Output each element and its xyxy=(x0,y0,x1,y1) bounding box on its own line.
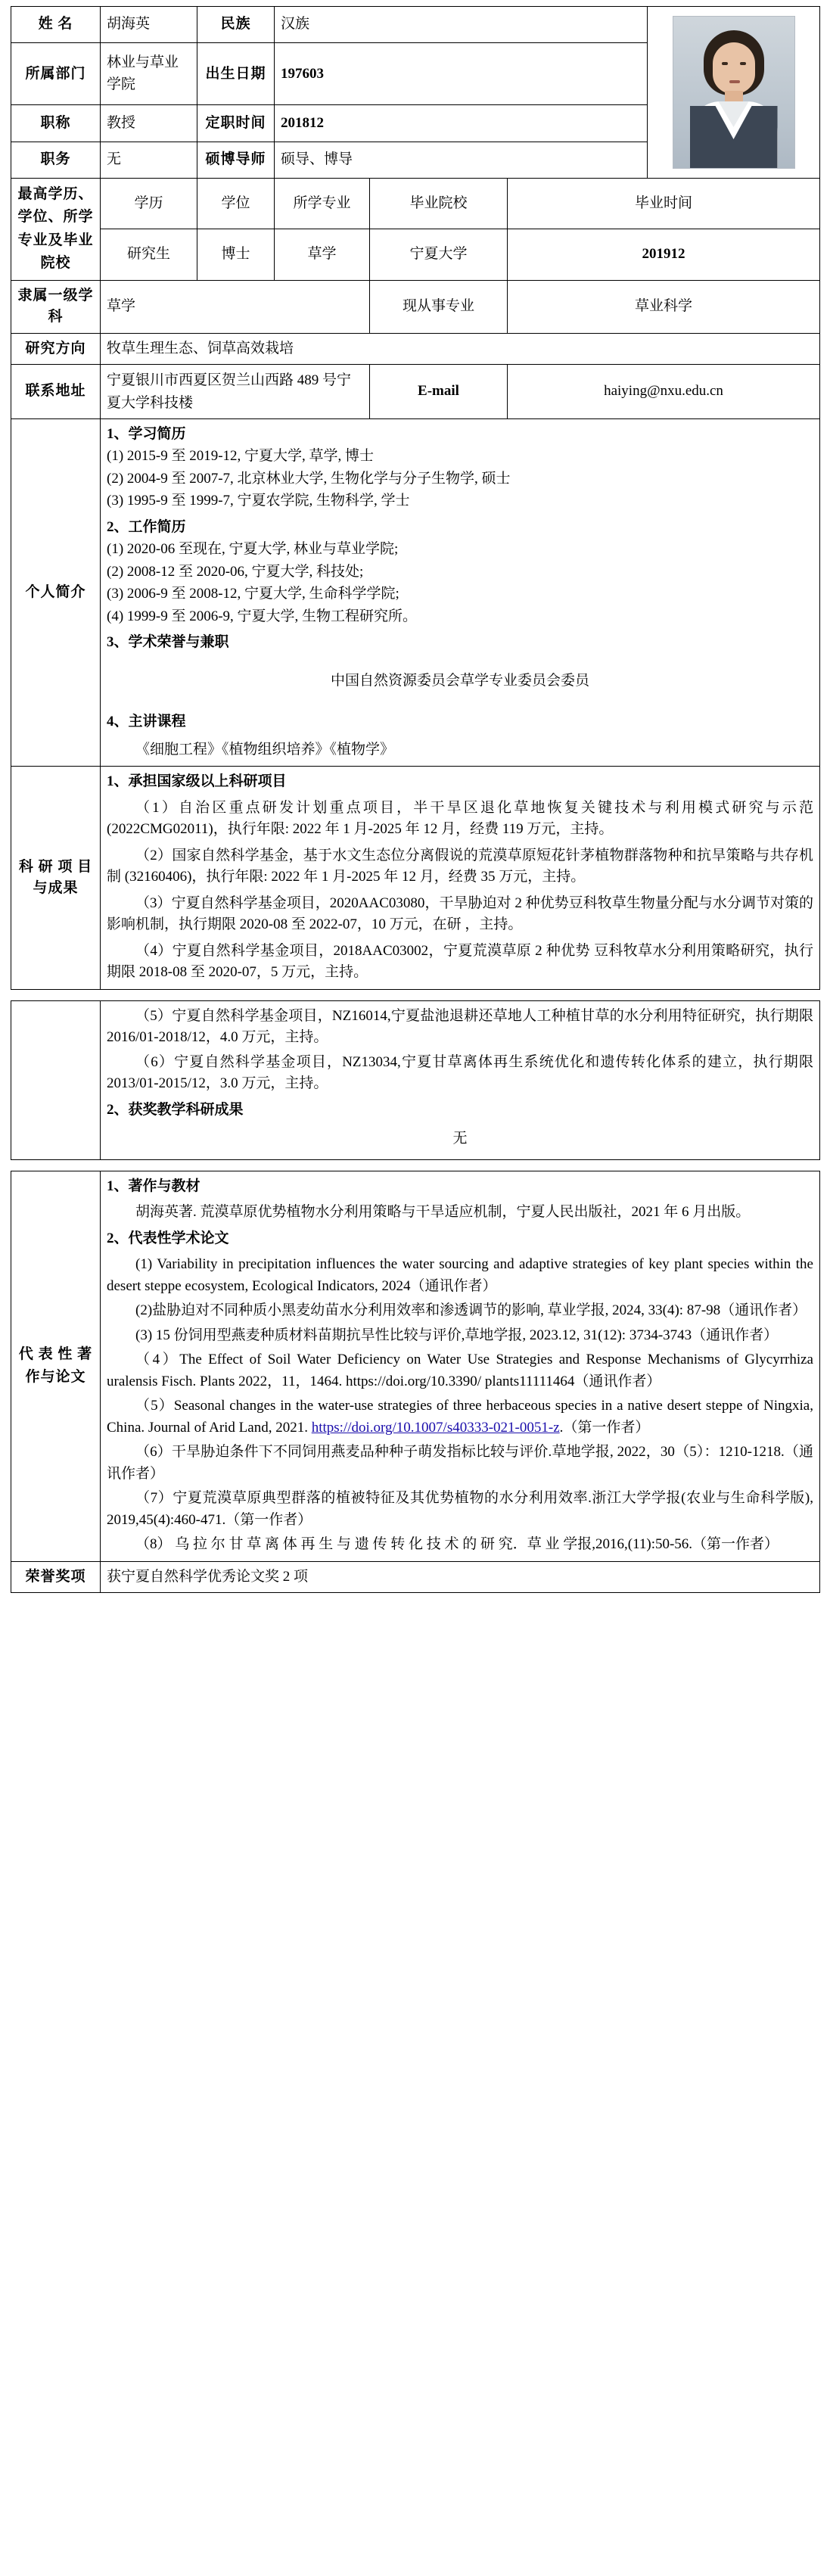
research-label: 科 研 项 目与成果 xyxy=(11,767,101,990)
honors-value: 获宁夏自然科学优秀论文奖 2 项 xyxy=(101,1561,820,1593)
education-label: 最高学历、学位、所学专业及毕业院校 xyxy=(11,179,101,281)
table-row xyxy=(11,1171,820,1561)
table-row xyxy=(11,418,820,767)
address-value: 宁夏银川市西夏区贺兰山西路 489 号宁夏大学科技楼 xyxy=(101,365,370,419)
works-paper-item: （7）宁夏荒漠草原典型群落的植被特征及其优势植物的水分利用效率.浙江大学学报(农业与生命科学版), 2019,45(4):460-471.（第一作者） xyxy=(107,1490,813,1528)
honors-label: 荣誉奖项 xyxy=(11,1561,101,1593)
avatar xyxy=(673,16,795,169)
profile-study-item: (2) 2004-9 至 2007-7, 北京林业大学, 生物化学与分子生物学, 硕士 xyxy=(107,470,511,487)
avatar-eye-right xyxy=(740,62,746,65)
profile-section-work-title: 2、工作简历 xyxy=(107,518,186,535)
works-paper-item: （5）Seasonal changes in the water-use strategies of three herbaceous species in a native desert steppe of Ningxia, China. Journal of Arid Land, 2021. https://doi.org/10.1007/s40333-021-0051-z.（第一作者） xyxy=(107,1398,813,1436)
cv-table-middle xyxy=(11,1000,820,1160)
profile-study-item: (1) 2015-9 至 2019-12, 宁夏大学, 草学, 博士 xyxy=(107,448,375,465)
email-label: E-mail xyxy=(370,365,508,419)
table-row xyxy=(11,365,820,419)
research-content-page2 xyxy=(101,1000,820,1159)
edu-head-degree-level: 学历 xyxy=(101,179,197,229)
works-book-item: 胡海英著. 荒漠草原优势植物水分利用策略与干旱适应机制，宁夏人民出版社，2021 年 6 月出版。 xyxy=(135,1204,751,1221)
table-row xyxy=(11,767,820,990)
table-row xyxy=(11,333,820,365)
works-section-books-title: 1、著作与教材 xyxy=(107,1178,201,1194)
duty-label: 职务 xyxy=(11,142,101,178)
research-project-item: （4）宁夏自然科学基金项目，2018AAC03002，宁夏荒漠草原 2 种优势 豆科牧草水分利用策略研究，执行期限 2018-08 至 2020-07，5 万元，主持。 xyxy=(107,942,814,981)
research-direction-value: 牧草生理生态、饲草高效栽培 xyxy=(101,333,820,365)
email-value[interactable]: haiying@nxu.edu.cn xyxy=(508,365,820,419)
doi-link[interactable]: https://doi.org/10.1007/s40333-021-0051-z xyxy=(311,1419,560,1436)
address-label: 联系地址 xyxy=(11,365,101,419)
works-paper-item: （4）The Effect of Soil Water Deficiency on Water Use Strategies and Response Mechanisms of Glycyrrhiza uralensis Fisch. Plants 2022，11，1464. https://doi.org/10.3390/ plants11111464（通讯作者） xyxy=(107,1352,813,1389)
works-paper-item: (1) Variability in precipitation influences the water sourcing and adaptive strategies of key plant species within the desert steppe ecosystem, Ecological Indicators, 2024（通讯作者） xyxy=(107,1256,813,1294)
birth-value: 197603 xyxy=(275,43,648,105)
profile-work-item: (2) 2008-12 至 2020-06, 宁夏大学, 科技处; xyxy=(107,563,364,580)
profile-honor-item: 中国自然资源委员会草学专业委员会委员 xyxy=(331,672,590,689)
works-label: 代 表 性 著作与论文 xyxy=(11,1171,101,1561)
edu-value-school: 宁夏大学 xyxy=(370,229,508,280)
table-row xyxy=(11,280,820,333)
research-label-continued xyxy=(11,1000,101,1159)
research-content-page1 xyxy=(101,767,820,990)
discipline-value: 草学 xyxy=(101,280,370,333)
works-section-papers-title: 2、代表性学术论文 xyxy=(107,1230,229,1246)
profile-section-study-title: 1、学习简历 xyxy=(107,425,186,442)
edu-head-school: 毕业院校 xyxy=(370,179,508,229)
table-row xyxy=(11,7,820,43)
works-content xyxy=(101,1171,820,1561)
ethnicity-label: 民族 xyxy=(197,7,275,43)
works-paper-item: (2)盐胁迫对不同种质小黑麦幼苗水分利用效率和渗透调节的影响, 草业学报, 2024, 33(4): 87-98（通讯作者） xyxy=(135,1302,807,1319)
edu-head-major: 所学专业 xyxy=(275,179,370,229)
discipline-label: 隶属一级学科 xyxy=(11,280,101,333)
department-label: 所属部门 xyxy=(11,43,101,105)
avatar-face xyxy=(713,42,755,94)
avatar-mouth xyxy=(729,80,740,83)
edu-value-major: 草学 xyxy=(275,229,370,280)
profile-work-item: (3) 2006-9 至 2008-12, 宁夏大学, 生命科学学院; xyxy=(107,586,399,602)
duty-value: 无 xyxy=(101,142,197,178)
research-project-item: （2）国家自然科学基金，基于水文生态位分离假说的荒漠草原短花针茅植物群落物种和抗旱策略与共存机制 (32160406)，执行年限: 2022 年 1 月-2025 年 12 月，经费 35 万元，主持。 xyxy=(107,847,814,885)
research-project-item: （1）自治区重点研发计划重点项目，半干旱区退化草地恢复关键技术与利用模式研究与示范 (2022CMG02011)，执行年限: 2022 年 1 月-2025 年 12 月，经费 119 万元，主持。 xyxy=(107,799,814,838)
works-paper-item: （6）干旱胁迫条件下不同饲用燕麦品种种子萌发指标比较与评价.草地学报, 2022，30（5）：1210-1218.（通讯作者） xyxy=(107,1444,813,1482)
title-date-label: 定职时间 xyxy=(197,105,275,142)
avatar-eye-left xyxy=(722,62,728,65)
title-value: 教授 xyxy=(101,105,197,142)
table-row xyxy=(11,1561,820,1593)
profile-content xyxy=(101,418,820,767)
research-direction-label: 研究方向 xyxy=(11,333,101,365)
name-label: 姓 名 xyxy=(11,7,101,43)
table-row xyxy=(11,179,820,229)
profile-label: 个人简介 xyxy=(11,418,101,767)
supervisor-label: 硕博导师 xyxy=(197,142,275,178)
profile-study-item: (3) 1995-9 至 1999-7, 宁夏农学院, 生物科学, 学士 xyxy=(107,493,410,509)
photo-cell xyxy=(648,7,820,179)
ethnicity-value: 汉族 xyxy=(275,7,648,43)
table-row xyxy=(11,1000,820,1159)
edu-value-degree: 博士 xyxy=(197,229,275,280)
name-value: 胡海英 xyxy=(101,7,197,43)
table-row xyxy=(11,229,820,280)
profile-course-item: 《细胞工程》《植物组织培养》《植物学》 xyxy=(135,741,395,758)
cv-table-top xyxy=(11,6,820,990)
works-paper-item: (3) 15 份饲用型燕麦种质材料苗期抗旱性比较与评价,草地学报, 2023.12, 31(12): 3734-3743（通讯作者） xyxy=(135,1327,779,1343)
profile-section-course-title: 4、主讲课程 xyxy=(107,714,186,730)
research-project-item: （5）宁夏自然科学基金项目，NZ16014,宁夏盐池退耕还草地人工种植甘草的水分利用特征研究，执行期限 2016/01-2018/12，4.0 万元，主持。 xyxy=(107,1007,813,1046)
title-label: 职称 xyxy=(11,105,101,142)
research-project-item: （6）宁夏自然科学基金项目，NZ13034,宁夏甘草离体再生系统优化和遗传转化体系的建立，执行期限 2013/01-2015/12，3.0 万元，主持。 xyxy=(107,1053,813,1092)
edu-head-degree: 学位 xyxy=(197,179,275,229)
research-section-awards-title: 2、获奖教学科研成果 xyxy=(107,1101,244,1118)
edu-value-date: 201912 xyxy=(508,229,820,280)
current-major-value: 草业科学 xyxy=(508,280,820,333)
research-section-projects-title: 1、承担国家级以上科研项目 xyxy=(107,773,287,790)
department-value: 林业与草业学院 xyxy=(101,43,197,105)
birth-label: 出生日期 xyxy=(197,43,275,105)
research-project-item: （3）宁夏自然科学基金项目，2020AAC03080，干旱胁迫对 2 种优势豆科牧草生物量分配与水分调节对策的影响机制，执行期限 2020-08 至 2022-07，10 万元，在研 ，主持。 xyxy=(107,894,814,933)
works-paper-item: （8） 乌 拉 尔 甘 草 离 体 再 生 与 遗 传 转 化 技 术 的 研 究．草 业 学报,2016,(11):50-56.（第一作者） xyxy=(135,1536,779,1553)
edu-value-degree-level: 研究生 xyxy=(101,229,197,280)
profile-work-item: (4) 1999-9 至 2006-9, 宁夏大学, 生物工程研究所。 xyxy=(107,608,418,624)
profile-work-item: (1) 2020-06 至现在, 宁夏大学, 林业与草业学院; xyxy=(107,541,399,558)
supervisor-value: 硕导、博导 xyxy=(275,142,648,178)
profile-section-honor-title: 3、学术荣誉与兼职 xyxy=(107,634,229,651)
research-awards-value: 无 xyxy=(452,1131,468,1147)
edu-head-date: 毕业时间 xyxy=(508,179,820,229)
page-break-gap xyxy=(11,990,819,1000)
page-break-gap-2 xyxy=(11,1160,819,1171)
cv-table-bottom xyxy=(11,1171,820,1594)
title-date-value: 201812 xyxy=(275,105,648,142)
current-major-label: 现从事专业 xyxy=(370,280,508,333)
